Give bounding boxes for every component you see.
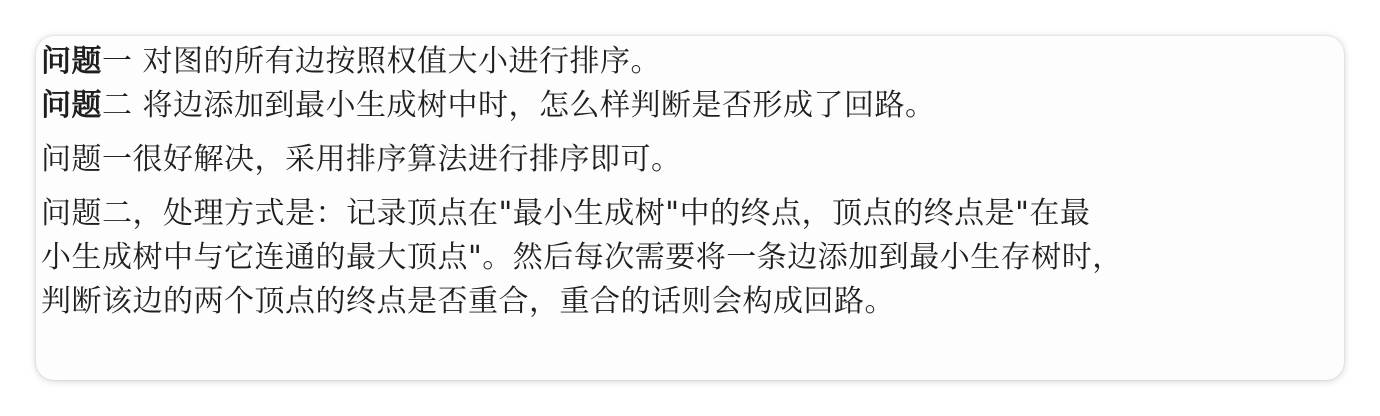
question-1-text: 对图的所有边按照权值大小进行排序。 bbox=[142, 44, 662, 79]
question-2-label bbox=[41, 88, 133, 123]
question-2-label-tail: 二 bbox=[102, 88, 133, 123]
answer-1: 问题一很好解决，采用排序算法进行排序即可。 bbox=[41, 142, 682, 177]
question-2-text: 将边添加到最小生成树中时，怎么样判断是否形成了回路。 bbox=[142, 88, 936, 123]
answer-2 bbox=[41, 192, 1332, 324]
document-card bbox=[36, 36, 1344, 380]
question-1 bbox=[41, 40, 1332, 84]
answer-2-line-2: 小生成树中与它连通的最大顶点"。然后每次需要将一条边添加到最小生存树时， bbox=[41, 240, 1123, 275]
question-2-label-bold: 问题 bbox=[41, 88, 102, 123]
answer-2-line-3: 判断该边的两个顶点的终点是否重合，重合的话则会构成回路。 bbox=[41, 284, 895, 319]
question-1-label bbox=[41, 44, 133, 79]
question-1-label-tail: 一 bbox=[102, 44, 133, 79]
spacer bbox=[41, 182, 1332, 192]
spacer bbox=[41, 128, 1332, 138]
answer-2-line-1: 问题二，处理方式是：记录顶点在"最小生成树"中的终点，顶点的终点是"在最 bbox=[41, 196, 1091, 231]
document-content bbox=[41, 40, 1332, 324]
question-1-label-bold: 问题 bbox=[41, 44, 102, 79]
question-2 bbox=[41, 84, 1332, 128]
